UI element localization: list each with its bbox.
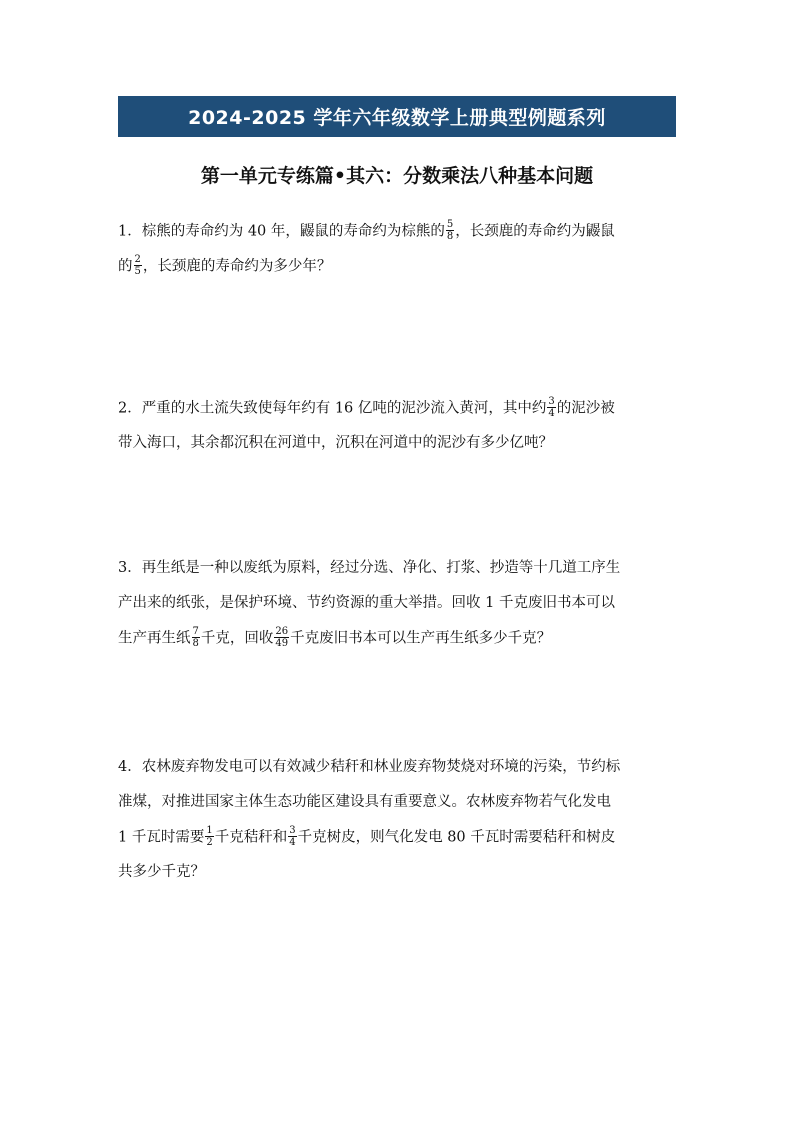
fraction-denominator: 8 bbox=[192, 638, 199, 649]
section-subtitle: 第一单元专练篇•其六：分数乘法八种基本问题 bbox=[200, 165, 594, 187]
question-line bbox=[118, 220, 678, 242]
question-line bbox=[118, 592, 678, 614]
question-text: 3．再生纸是一种以废纸为原料，经过分选、净化、打浆、抄造等十几道工序生 bbox=[118, 560, 621, 576]
fraction-denominator: 2 bbox=[206, 837, 213, 848]
fraction-numerator: 2 bbox=[134, 254, 141, 265]
fraction-numerator: 7 bbox=[192, 626, 199, 637]
fraction-numerator: 3 bbox=[289, 825, 296, 836]
banner-title: 2024-2025 学年六年级数学上册典型例题系列 bbox=[188, 107, 606, 129]
question-text: 准煤，对推进国家主体生态功能区建设具有重要意义。农林废弃物若气化发电 bbox=[118, 794, 611, 810]
fraction-denominator: 8 bbox=[446, 231, 454, 242]
question-line bbox=[118, 432, 678, 454]
fraction-denominator: 49 bbox=[275, 638, 289, 649]
question-text: ，长颈鹿的寿命约为鼹鼠 bbox=[455, 223, 615, 240]
question-text: 千克树皮，则气化发电 80 千瓦时需要秸秆和树皮 bbox=[297, 829, 616, 846]
fraction bbox=[274, 626, 289, 649]
question-3 bbox=[118, 557, 678, 662]
question-line bbox=[118, 861, 678, 883]
question-line bbox=[118, 255, 678, 277]
question-4 bbox=[118, 756, 678, 896]
question-line bbox=[118, 826, 678, 848]
fraction bbox=[205, 825, 213, 848]
title-banner bbox=[118, 96, 676, 137]
question-text: 共多少千克？ bbox=[118, 864, 205, 880]
fraction-denominator: 4 bbox=[289, 837, 296, 848]
fraction-numerator: 5 bbox=[446, 219, 454, 230]
question-line bbox=[118, 397, 678, 419]
question-text: 的泥沙被 bbox=[556, 400, 615, 417]
question-text: 4．农林废弃物发电可以有效减少秸秆和林业废弃物焚烧对环境的污染，节约标 bbox=[118, 759, 621, 775]
fraction-denominator: 5 bbox=[134, 266, 141, 277]
question-text: 1 千瓦时需要 bbox=[118, 829, 205, 846]
question-text: 生产再生纸 bbox=[118, 630, 191, 647]
question-text: 千克，回收 bbox=[200, 630, 274, 647]
fraction-numerator: 3 bbox=[548, 396, 555, 407]
question-text: 的 bbox=[118, 258, 133, 275]
fraction bbox=[547, 396, 555, 419]
fraction bbox=[288, 825, 296, 848]
fraction bbox=[192, 626, 200, 649]
fraction bbox=[134, 254, 142, 277]
question-text: 2．严重的水土流失致使每年约有 16 亿吨的泥沙流入黄河，其中约 bbox=[118, 400, 547, 417]
question-2 bbox=[118, 397, 678, 467]
fraction-numerator: 1 bbox=[206, 825, 213, 836]
question-line bbox=[118, 557, 678, 579]
question-text: 带入海口，其余都沉积在河道中，沉积在河道中的泥沙有多少亿吨？ bbox=[118, 435, 553, 451]
question-text: 千克废旧书本可以生产再生纸多少千克？ bbox=[290, 630, 552, 647]
question-line bbox=[118, 627, 678, 649]
question-text: 千克秸秆和 bbox=[214, 829, 288, 846]
question-1 bbox=[118, 220, 678, 290]
question-text: 产出来的纸张，是保护环境、节约资源的重大举措。回收 1 千克废旧书本可以 bbox=[118, 595, 615, 611]
fraction-denominator: 4 bbox=[548, 408, 555, 419]
question-line bbox=[118, 756, 678, 778]
question-text: 1．棕熊的寿命约为 40 年，鼹鼠的寿命约为棕熊的 bbox=[118, 223, 445, 240]
fraction bbox=[446, 219, 454, 242]
question-text: ，长颈鹿的寿命约为多少年？ bbox=[142, 258, 332, 275]
question-line bbox=[118, 791, 678, 813]
fraction-numerator: 26 bbox=[275, 626, 289, 637]
